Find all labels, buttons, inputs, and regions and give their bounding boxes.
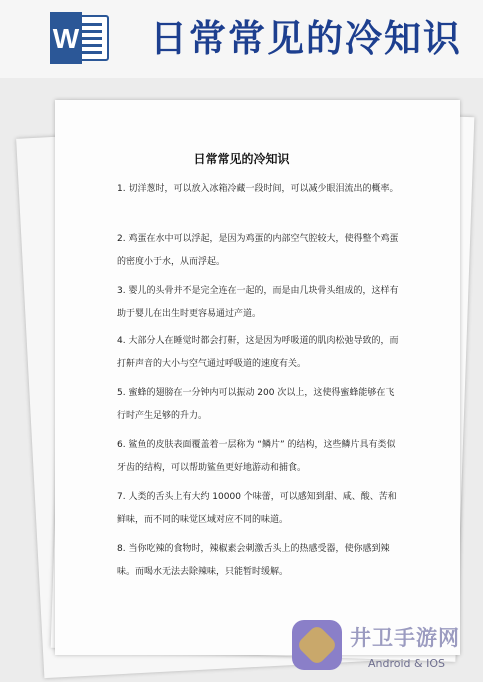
paragraph-8: 8. 当你吃辣的食物时，辣椒素会刺激舌头上的热感受器，使你感到辣味。而喝水无法去除辣味，只能暂时缓解。: [117, 544, 390, 577]
paragraph-3: 3. 婴儿的头骨并不是完全连在一起的，而是由几块骨头组成的，这样有助于婴儿在出生时更容易通过产道。: [117, 286, 399, 319]
paragraph-4: 4. 大部分人在睡觉时都会打鼾，这是因为呼吸道的肌肉松弛导致的，而打鼾声音的大小与空气通过呼吸道的速度有关。: [117, 336, 399, 369]
paragraph-7: 7. 人类的舌头上有大约 10000 个味蕾，可以感知到甜、咸、酸、苦和鲜味，而不同的味觉区域对应不同的味道。: [117, 492, 397, 525]
platform-label: Android & IOS: [368, 657, 445, 670]
banner-title: 日常常见的冷知识: [150, 16, 462, 60]
logo-gem-icon: [296, 624, 338, 666]
paragraph-6: 6. 鲨鱼的皮肤表面覆盖着一层称为 “鳞片” 的结构，这些鳞片具有类似牙齿的结构，可以帮助鲨鱼更好地游动和捕食。: [117, 440, 396, 473]
paragraph-1: 1. 切洋葱时，可以放入冰箱冷藏一段时间，可以减少眼泪流出的概率。: [117, 184, 399, 194]
document-title: 日常常见的冷知识: [193, 152, 290, 166]
paragraph-5: 5. 蜜蜂的翅膀在一分钟内可以振动 200 次以上，这使得蜜蜂能够在飞行时产生足够的升力。: [117, 388, 395, 421]
site-name: 井卫手游网: [350, 626, 460, 650]
paragraph-2: 2. 鸡蛋在水中可以浮起，是因为鸡蛋的内部空气腔较大，使得整个鸡蛋的密度小于水，从而浮起。: [117, 234, 399, 267]
site-logo: [292, 620, 342, 670]
svg-text:W: W: [52, 23, 80, 54]
